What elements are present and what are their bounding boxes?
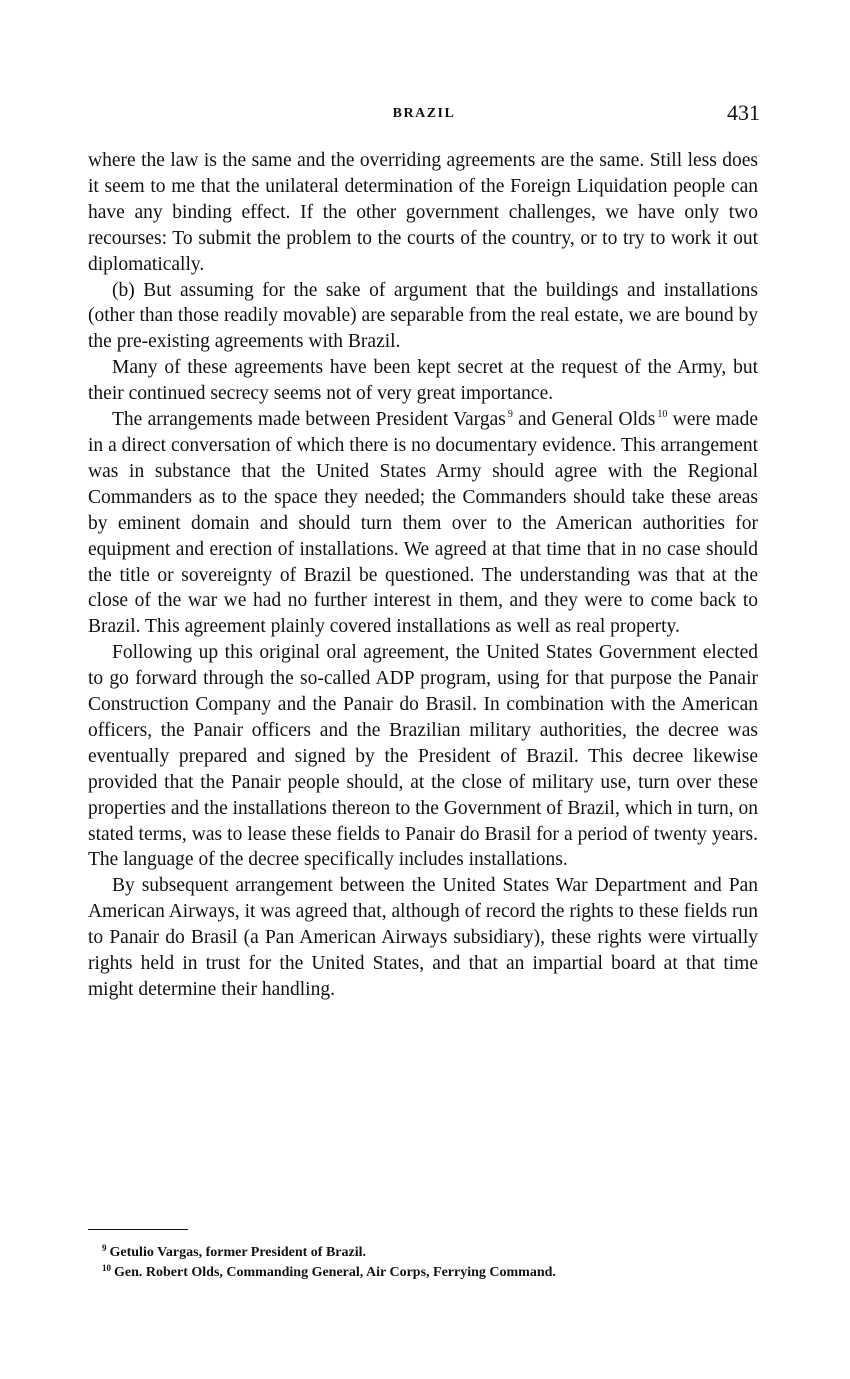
footnotes <box>88 1243 758 1283</box>
page-number: 431 <box>727 100 760 125</box>
paragraph-text: The arrangements made between President Vargas <box>112 409 506 431</box>
footnote-number: 10 <box>102 1263 111 1273</box>
running-header <box>88 100 760 130</box>
footnote-text: Gen. Robert Olds, Commanding General, Air Corps, Ferrying Command. <box>114 1265 556 1280</box>
paragraph-adp-program: Following up this original oral agreement, the United States Government elected to go forward through the so-called ADP program, using for that purpose the Panair Construction Company and the Panair do Brasil. In combination with the American officers, the Panair officers and the Brazilian military authorities, the decree was eventually prepared and signed by the President of Brazil. This decree likewise provided that the Panair people should, at the close of military use, turn over these properties and the installations thereon to the Government of Brazil, which in turn, on stated terms, was to lease these fields to Panair do Brasil for a period of twenty years. The language of the decree specifically includes installations. <box>88 642 758 871</box>
running-title: BRAZIL <box>392 106 456 121</box>
footnote-ref-10[interactable]: 10 <box>657 409 668 421</box>
paragraph-b <box>88 278 758 356</box>
footnote-10 <box>88 1263 758 1283</box>
paragraph-pan-american: By subsequent arrangement between the United States War Department and Pan American Airways, it was agreed that, although of record the rights to these fields run to Panair do Brasil (a Pan American Airways subsidiary), these rights were virtually rights held in trust for the United States, and that an impartial board at that time might determine their handling. <box>88 875 758 1000</box>
paragraph-text: were made in a direct conversation of which there is no documentary evidence. This arrangement was in substance that the United States Army should agree with the Regional Commanders as to the space they needed; the Commanders should take these areas by eminent domain and should turn them over to the American authorities for equipment and erection of installations. We agreed at that time that in no case should the title or sovereignty of Brazil be questioned. The understanding was that at the close of the war we had no further interest in them, and they were to come back to Brazil. This agreement plainly covered installations as well as real property. <box>88 409 758 638</box>
paragraph-continuation: where the law is the same and the overriding agreements are the same. Still less does it seem to me that the unilateral determination of the Foreign Liquidation people can have any binding effect. If the other government challenges, we have only two recourses: To submit the problem to the courts of the country, or to try to work it out diplomatically. <box>88 150 758 275</box>
footnote-text: Getulio Vargas, former President of Brazil. <box>109 1245 366 1260</box>
footnote-9 <box>88 1243 758 1263</box>
paragraph-marker: (b) <box>112 279 135 301</box>
paragraph-vargas-olds <box>88 407 758 640</box>
paragraph-secret-agreements: Many of these agreements have been kept secret at the request of the Army, but their continued secrecy seems not of very great importance. <box>88 357 758 405</box>
paragraph-text: and General Olds <box>512 409 656 431</box>
footnote-ref-9[interactable]: 9 <box>507 409 513 421</box>
footnote-divider <box>88 1229 188 1230</box>
body-text <box>88 148 758 1003</box>
paragraph-text: But assuming for the sake of argument that the buildings and installations (other than those readily movable) are separable from the real estate, we are bound by the pre-existing agreements with Brazil. <box>88 279 758 353</box>
footnote-number: 9 <box>102 1243 107 1253</box>
